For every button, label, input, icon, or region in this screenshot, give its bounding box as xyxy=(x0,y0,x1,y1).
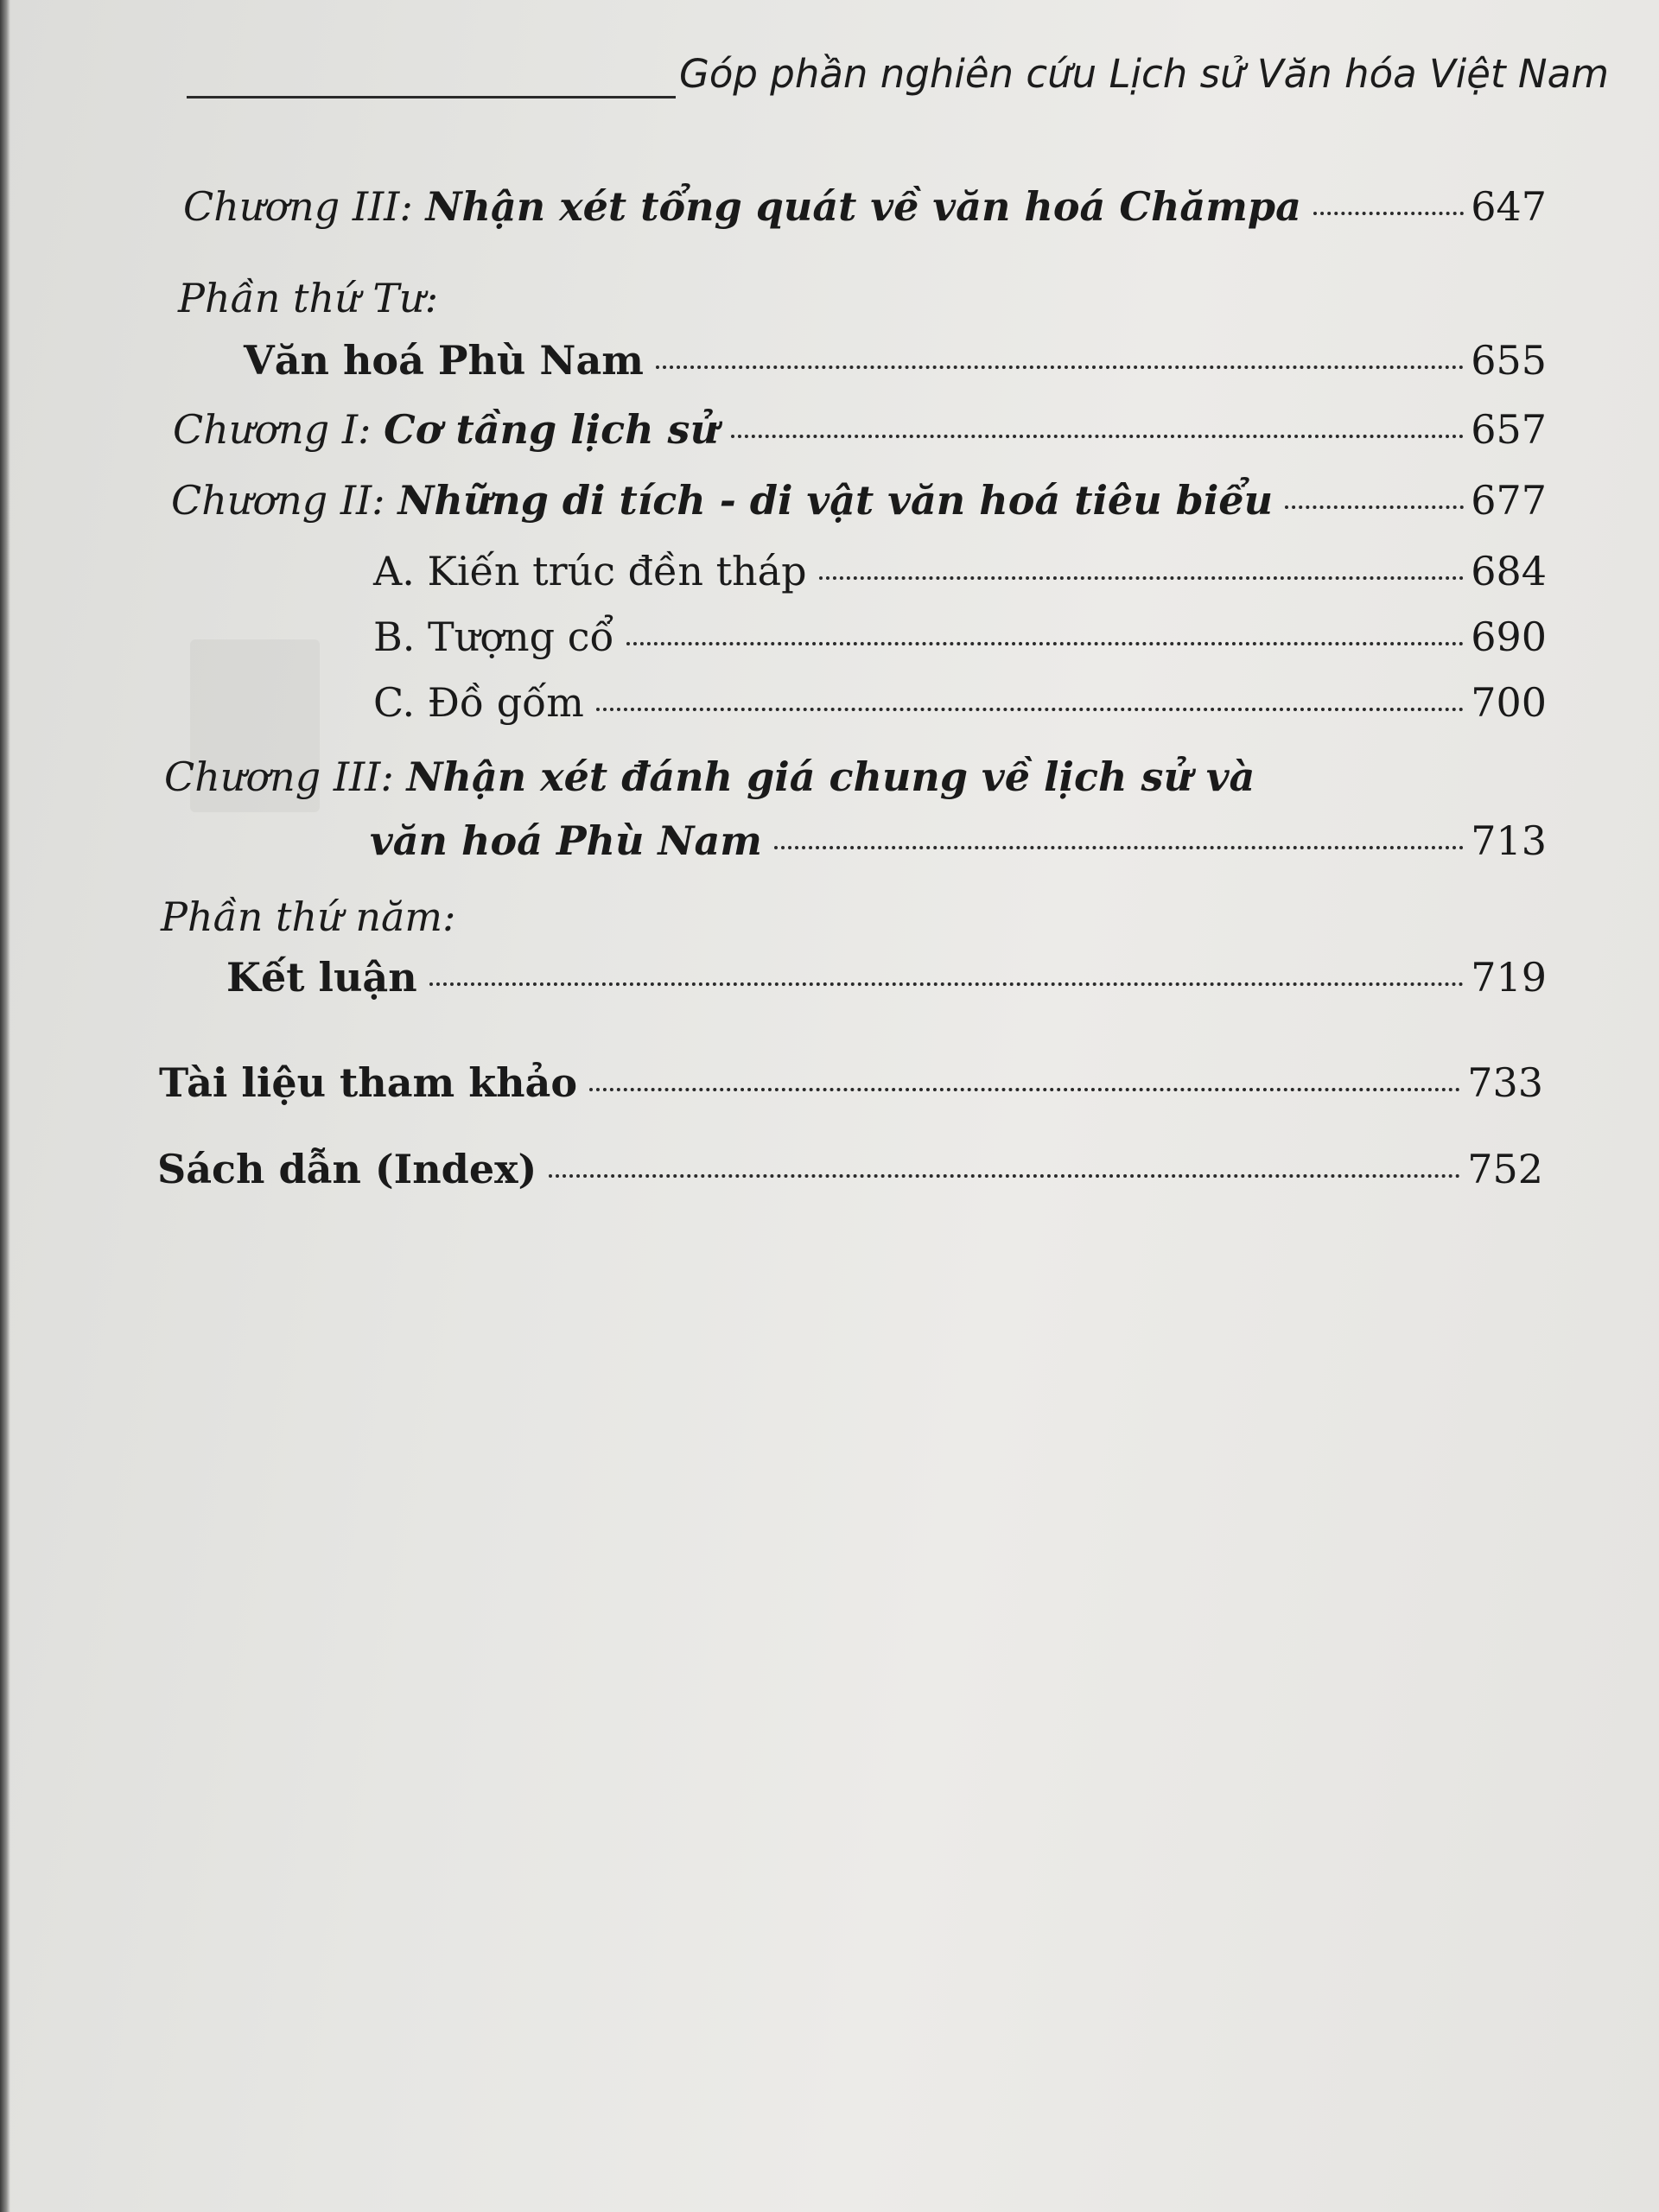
entry-title-line1: Nhận xét đánh giá chung về lịch sử và xyxy=(406,753,1255,800)
entry-title: Những di tích - di vật văn hoá tiêu biểu xyxy=(397,477,1274,524)
running-title: Góp phần nghiên cứu Lịch sử Văn hóa Việt Nam xyxy=(679,51,1609,97)
page-number: 684 xyxy=(1471,548,1547,594)
page-number: 713 xyxy=(1471,817,1547,864)
dot-leader xyxy=(589,1088,1460,1091)
chapter-label: Chương II: xyxy=(171,477,385,524)
part-heading: Phần thứ năm: xyxy=(161,893,456,940)
entry-title: Cơ tầng lịch sử xyxy=(384,406,719,453)
page-number: 655 xyxy=(1471,337,1547,384)
chapter-label: Chương III: xyxy=(164,753,394,800)
entry-title: Sách dẫn (Index) xyxy=(157,1146,537,1192)
dot-leader xyxy=(626,642,1465,645)
dot-leader xyxy=(1313,212,1464,215)
page-number: 700 xyxy=(1471,679,1547,726)
dot-leader xyxy=(1285,505,1464,509)
dot-leader xyxy=(429,982,1465,986)
dot-leader xyxy=(774,846,1464,849)
page-number: 647 xyxy=(1471,183,1547,230)
page-number: 719 xyxy=(1471,954,1547,1001)
dot-leader xyxy=(596,708,1464,711)
dot-leader xyxy=(731,435,1464,438)
toc-entry[interactable] xyxy=(171,477,1547,524)
page-number: 677 xyxy=(1471,477,1547,524)
dot-leader xyxy=(549,1174,1460,1178)
entry-title: B. Tượng cổ xyxy=(373,613,614,660)
page-number: 657 xyxy=(1471,406,1547,453)
toc-entry[interactable] xyxy=(373,613,1547,660)
toc-entry[interactable] xyxy=(173,406,1547,453)
entry-title: A. Kiến trúc đền tháp xyxy=(373,548,807,594)
toc-entry[interactable] xyxy=(370,817,1547,864)
dot-leader xyxy=(656,365,1464,369)
entry-title: C. Đồ gốm xyxy=(373,679,584,726)
part-heading: Phần thứ Tư: xyxy=(178,275,439,321)
entry-title: Tài liệu tham khảo xyxy=(159,1059,578,1106)
toc-entry[interactable] xyxy=(226,954,1547,1001)
page-number: 752 xyxy=(1467,1146,1543,1192)
toc-entry-first-line[interactable] xyxy=(164,753,1255,800)
entry-title: Văn hoá Phù Nam xyxy=(244,337,644,384)
entry-title: Kết luận xyxy=(226,954,417,1001)
chapter-label: Chương III: xyxy=(183,183,413,230)
entry-title: Nhận xét tổng quát về văn hoá Chămpa xyxy=(425,183,1301,230)
entry-title-line2: văn hoá Phù Nam xyxy=(370,817,762,864)
toc-entry[interactable] xyxy=(373,679,1547,726)
page-number: 690 xyxy=(1471,613,1547,660)
chapter-label: Chương I: xyxy=(173,406,372,453)
toc-entry[interactable] xyxy=(244,337,1547,384)
toc-entry[interactable] xyxy=(157,1146,1543,1192)
page-number: 733 xyxy=(1467,1059,1543,1106)
dot-leader xyxy=(819,576,1465,580)
toc-entry[interactable] xyxy=(183,183,1547,230)
toc-entry[interactable] xyxy=(159,1059,1543,1106)
toc-entry[interactable] xyxy=(373,548,1547,594)
